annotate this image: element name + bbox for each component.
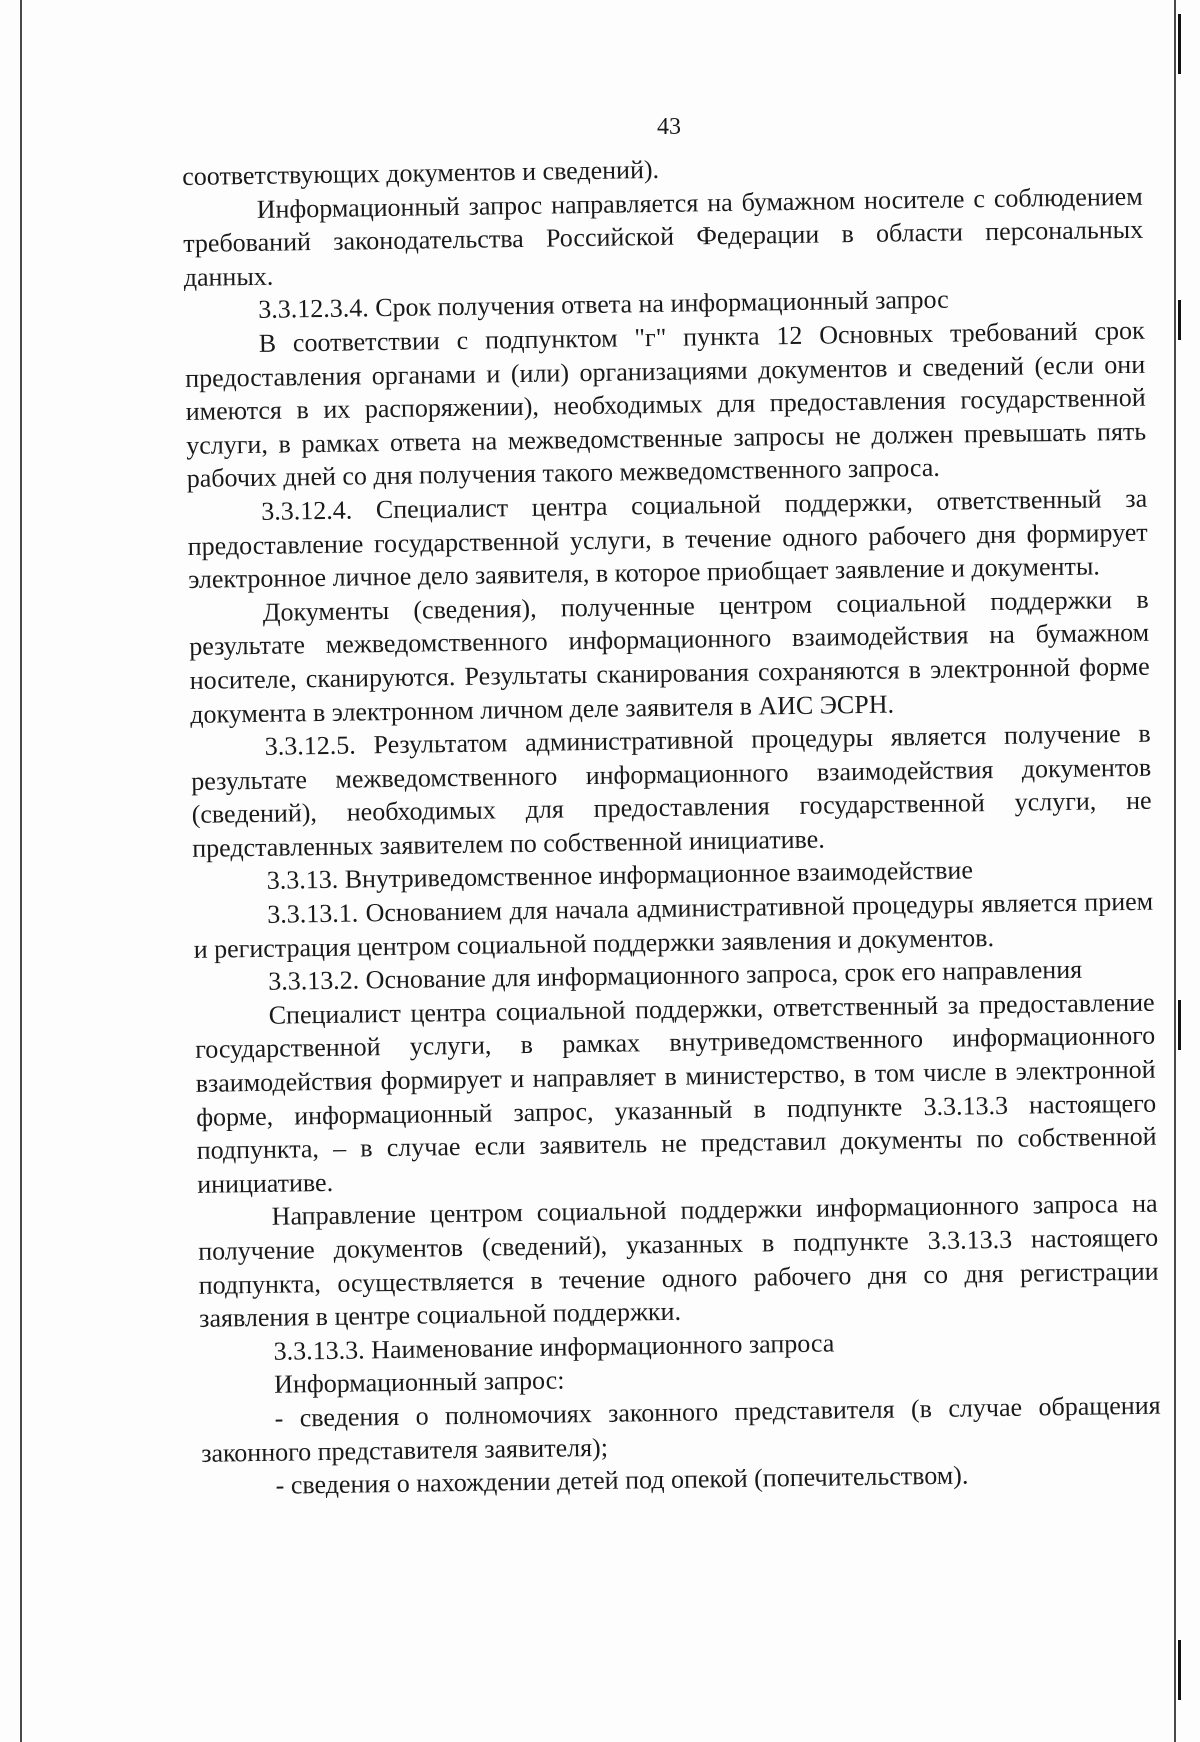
scan-border-left xyxy=(20,0,22,1742)
scan-mark xyxy=(1178,1640,1181,1700)
paragraph: Документы (сведения), полученные центром социальной поддержки в результате межведомственного информационного взаимодействия на бумажном носителе, сканируются. Результаты сканирования сохраняются в электронной форме документа в электронном личном деле заявителя в АИС ЭСРН. xyxy=(189,584,1150,729)
section-heading: 3.3.13.3. Наименование информационного запроса xyxy=(273,1328,835,1366)
paragraph: 3.3.12.5. Результатом административной процедуры является получение в результате межведомственного информационного взаимодействия документов (сведений), необходимых для предоставления государственной услуги, не представленных заявителем по собственной инициативе. xyxy=(191,718,1152,863)
document-body xyxy=(182,146,1162,1504)
list-item: - сведения о нахождении детей под опекой (попечительством). xyxy=(275,1460,969,1500)
paragraph: 3.3.12.4. Специалист центра социальной поддержки, ответственный за предоставление государственной услуги, в течение одного рабочего дня формирует электронное личное дело заявителя, в которое приобщает заявление и документы. xyxy=(187,483,1148,595)
scan-mark xyxy=(1178,14,1181,74)
section-heading: 3.3.12.3.4. Срок получения ответа на информационный запрос xyxy=(258,285,949,325)
paragraph: 3.3.13.1. Основанием для начала административной процедуры является прием и регистрация центром социальной поддержки заявления и документов. xyxy=(193,886,1154,964)
scan-mark xyxy=(1178,300,1181,340)
paragraph: Специалист центра социальной поддержки, ответственный за предоставление государственной услуги, в рамках внутриведомственного информационного взаимодействия формирует и направляет в министерство, в том числе в электронной форме, информационный запрос, указанный в подпункте 3.3.13.3 настоящего подпункта, – в случае если заявитель не представил документы по собственной инициативе. xyxy=(194,987,1157,1199)
page-number: 43 xyxy=(657,114,681,140)
paragraph: Информационный запрос направляется на бумажном носителе с соблюдением требований законодательства Российской Федерации в области персональных данных. xyxy=(183,181,1144,292)
list-item: - сведения о полномочиях законного представителя (в случае обращения законного представителя заявителя); xyxy=(200,1390,1161,1468)
paragraph: В соответствии с подпунктом "г" пункта 12 Основных требований срок предоставления органами и (или) организациями документов и сведений (если они имеются в их распоряжении), необходимых для предоставления государственной услуги, в рамках ответа на межведомственные запросы не должен превышать пять рабочих дней со дня получения такого межведомственного запроса. xyxy=(185,315,1147,494)
scan-border-right xyxy=(1174,0,1176,1742)
paragraph: соответствующих документов и сведений). xyxy=(182,154,660,191)
scan-mark xyxy=(1178,1000,1181,1050)
paragraph: Информационный запрос: xyxy=(273,1365,565,1400)
section-heading: 3.3.13. Внутриведомственное информационное взаимодействие xyxy=(266,855,974,896)
paragraph: 3.3.13.2. Основание для информационного запроса, срок его направления xyxy=(267,954,1083,997)
paragraph: Направление центром социальной поддержки информационного запроса на получение документов (сведений), указанных в подпункте 3.3.13.3 настоящего подпункта, осуществляется в течение одного рабочего дня со дня регистрации заявления в центре социальной поддержки. xyxy=(197,1189,1159,1334)
